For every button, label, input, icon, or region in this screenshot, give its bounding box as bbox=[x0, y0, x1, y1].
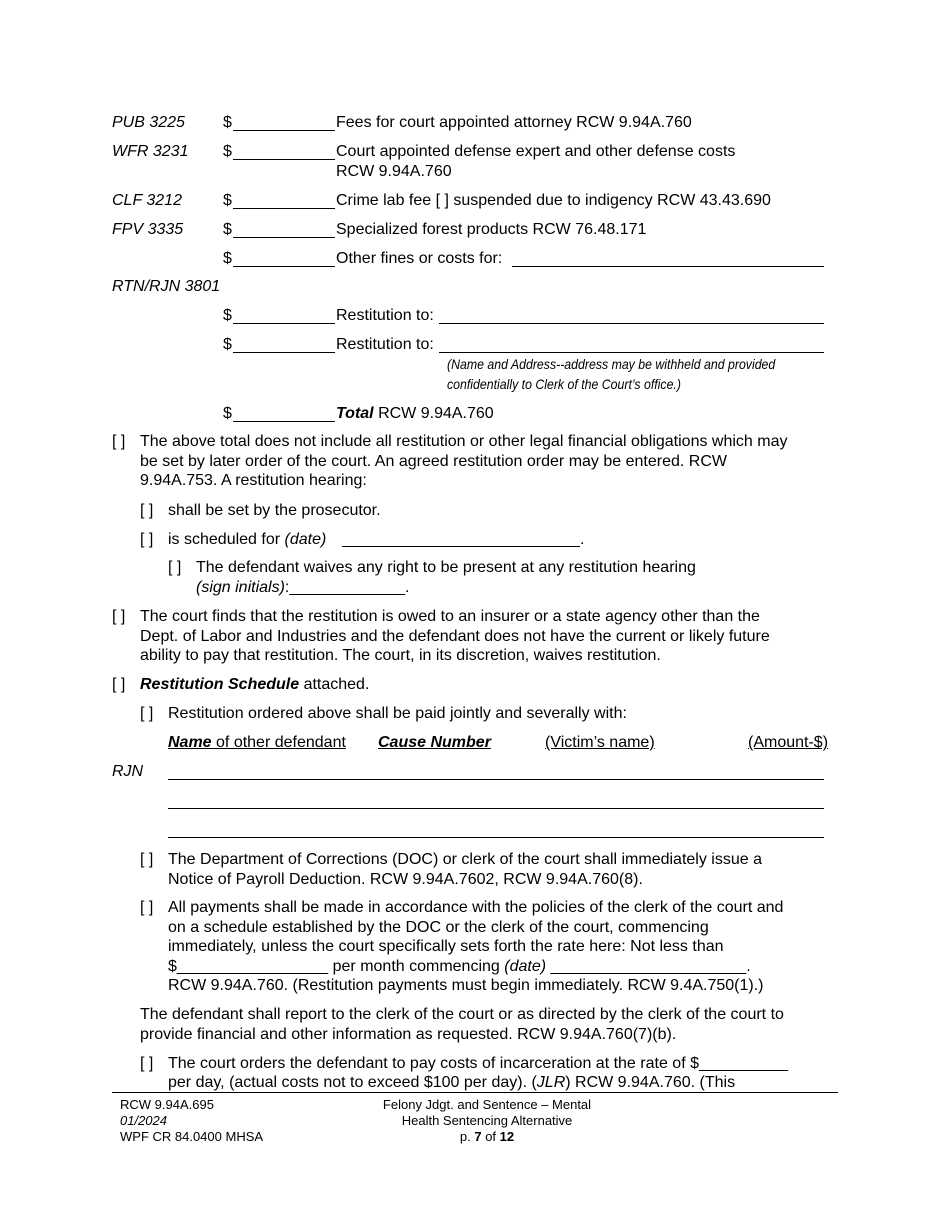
checkbox-payroll[interactable]: [ ] bbox=[140, 851, 154, 868]
checkbox-insurer[interactable]: [ ] bbox=[112, 608, 126, 625]
restitution-to-line[interactable] bbox=[439, 352, 824, 353]
footer-page-num: 7 bbox=[474, 1129, 482, 1144]
footer-title-1: Felony Jdgt. and Sentence – Mental bbox=[382, 1097, 592, 1112]
footer-page bbox=[366, 1129, 608, 1145]
report-1: The defendant shall report to the clerk of the court or as directed by the clerk of the court to bbox=[140, 1006, 784, 1023]
footer-page-total: 12 bbox=[499, 1129, 515, 1144]
footer-rule bbox=[112, 1092, 838, 1093]
fee-dollar: $ bbox=[223, 114, 232, 131]
fee-code-wfr: WFR 3231 bbox=[112, 143, 189, 160]
checkbox-schedule[interactable]: [ ] bbox=[112, 676, 126, 693]
restitution-note-1: (Name and Address--address may be withheld and provided bbox=[447, 356, 776, 372]
total-note-3: 9.94A.753. A restitution hearing: bbox=[140, 472, 367, 489]
incarceration-2c: ) RCW 9.94A.760. (This bbox=[565, 1074, 736, 1091]
checkbox-joint[interactable]: [ ] bbox=[140, 705, 154, 722]
checkbox-prosecutor[interactable]: [ ] bbox=[140, 502, 154, 519]
restitution-code: RTN/RJN 3801 bbox=[112, 278, 221, 295]
restitution-amount-line[interactable] bbox=[233, 352, 335, 353]
total-rcw: RCW 9.94A.760 bbox=[373, 405, 494, 422]
hearing-date-line[interactable] bbox=[342, 546, 580, 547]
fee-desc-attorney: Fees for court appointed attorney RCW 9.94A.760 bbox=[336, 114, 692, 131]
total-dollar: $ bbox=[223, 405, 232, 422]
insurer-3: ability to pay that restitution. The court, in its discretion, waives restitution. bbox=[140, 647, 661, 664]
fee-code-pub: PUB 3225 bbox=[112, 114, 185, 131]
incarceration-jlr: JLR bbox=[536, 1074, 566, 1091]
joint-entry-line[interactable] bbox=[168, 837, 824, 838]
waive-sign-line[interactable]: :_____________. bbox=[284, 579, 410, 596]
fee-desc-crimelab: Crime lab fee [ ] suspended due to indigency RCW 43.43.690 bbox=[336, 192, 771, 209]
schedule-tail: attached. bbox=[299, 676, 370, 693]
footer-rcw: RCW 9.94A.695 bbox=[120, 1097, 214, 1112]
col-name-rest: of other defendant bbox=[211, 734, 346, 751]
hearing-scheduled-text: is scheduled for bbox=[168, 531, 285, 548]
fee-desc-expert-rcw: RCW 9.94A.760 bbox=[336, 163, 452, 180]
incarceration-2a: per day, (actual costs not to exceed $100 per day). ( bbox=[168, 1074, 537, 1091]
restitution-label: Restitution to: bbox=[336, 307, 434, 324]
total-note-1: The above total does not include all restitution or other legal financial obligations which may bbox=[140, 433, 788, 450]
payments-2: on a schedule established by the DOC or the clerk of the court, commencing bbox=[168, 919, 709, 936]
waive-text: The defendant waives any right to be present at any restitution hearing bbox=[196, 559, 696, 576]
restitution-dollar: $ bbox=[223, 336, 232, 353]
checkbox-total-note[interactable]: [ ] bbox=[112, 433, 126, 450]
fee-dollar: $ bbox=[223, 143, 232, 160]
fee-desc-forest: Specialized forest products RCW 76.48.171 bbox=[336, 221, 647, 238]
insurer-2: Dept. of Labor and Industries and the defendant does not have the current or likely future bbox=[140, 628, 770, 645]
schedule-title: Restitution Schedule bbox=[140, 676, 300, 693]
fee-desc-other: Other fines or costs for: bbox=[336, 250, 503, 267]
restitution-to-line[interactable] bbox=[439, 323, 824, 324]
col-amount: (Amount-$) bbox=[748, 734, 829, 751]
payments-1: All payments shall be made in accordance with the policies of the clerk of the court and bbox=[168, 899, 784, 916]
footer-form-id: WPF CR 84.0400 MHSA bbox=[120, 1129, 264, 1144]
total-label: Total bbox=[336, 405, 374, 422]
other-fines-line[interactable] bbox=[512, 266, 824, 267]
fee-dollar: $ bbox=[223, 192, 232, 209]
fee-code-clf: CLF 3212 bbox=[112, 192, 182, 209]
total-note-2: be set by later order of the court. An agreed restitution order may be entered. RCW bbox=[140, 453, 727, 470]
fee-amount-line[interactable] bbox=[233, 130, 335, 131]
fee-amount-line[interactable] bbox=[233, 266, 335, 267]
total-amount-line[interactable] bbox=[233, 421, 335, 422]
col-name-bold: Name bbox=[168, 734, 212, 751]
payments-5: RCW 9.94A.760. (Restitution payments must begin immediately. RCW 9.4A.750(1).) bbox=[168, 977, 764, 994]
footer-page-pre: p. bbox=[459, 1129, 475, 1144]
payments-date-line[interactable]: ______________________. bbox=[546, 958, 751, 975]
payroll-1: The Department of Corrections (DOC) or clerk of the court shall immediately issue a bbox=[168, 851, 762, 868]
restitution-amount-line[interactable] bbox=[233, 323, 335, 324]
col-cause-number: Cause Number bbox=[378, 734, 491, 751]
joint-entry-line[interactable] bbox=[168, 779, 824, 780]
hearing-prosecutor: shall be set by the prosecutor. bbox=[168, 502, 381, 519]
checkbox-scheduled[interactable]: [ ] bbox=[140, 531, 154, 548]
restitution-dollar: $ bbox=[223, 307, 232, 324]
hearing-period: . bbox=[580, 531, 585, 548]
fee-dollar: $ bbox=[223, 221, 232, 238]
restitution-label: Restitution to: bbox=[336, 336, 434, 353]
fee-amount-line[interactable] bbox=[233, 237, 335, 238]
joint-entry-line[interactable] bbox=[168, 808, 824, 809]
footer-date: 01/2024 bbox=[120, 1113, 167, 1128]
fee-amount-line[interactable] bbox=[233, 159, 335, 160]
payments-3: immediately, unless the court specifically sets forth the rate here: Not less than bbox=[168, 938, 724, 955]
fee-code-fpv: FPV 3335 bbox=[112, 221, 184, 238]
hearing-date-label: (date) bbox=[284, 531, 327, 548]
footer-title-2: Health Sentencing Alternative bbox=[401, 1113, 573, 1128]
col-victim-name: (Victim’s name) bbox=[545, 734, 655, 751]
payments-date-label: (date) bbox=[504, 958, 547, 975]
fee-dollar: $ bbox=[223, 250, 232, 267]
fee-amount-line[interactable] bbox=[233, 208, 335, 209]
incarceration-1: The court orders the defendant to pay costs of incarceration at the rate of $__________ bbox=[168, 1055, 788, 1072]
payroll-2: Notice of Payroll Deduction. RCW 9.94A.7602, RCW 9.94A.760(8). bbox=[168, 871, 643, 888]
restitution-note-2: confidentially to Clerk of the Court’s office.) bbox=[447, 376, 681, 392]
checkbox-payments[interactable]: [ ] bbox=[140, 899, 154, 916]
payments-rate-line[interactable]: $_________________ per month commencing bbox=[168, 958, 505, 975]
footer-page-mid: of bbox=[481, 1129, 500, 1144]
rjn-label: RJN bbox=[112, 763, 144, 780]
joint-text: Restitution ordered above shall be paid jointly and severally with: bbox=[168, 705, 627, 722]
waive-sign-label: (sign initials) bbox=[196, 579, 285, 596]
report-2: provide financial and other information as requested. RCW 9.94A.760(7)(b). bbox=[140, 1026, 677, 1043]
fee-desc-expert: Court appointed defense expert and other defense costs bbox=[336, 143, 736, 160]
checkbox-waive[interactable]: [ ] bbox=[168, 559, 182, 576]
checkbox-incarceration[interactable]: [ ] bbox=[140, 1055, 154, 1072]
insurer-1: The court finds that the restitution is owed to an insurer or a state agency other than the bbox=[140, 608, 760, 625]
